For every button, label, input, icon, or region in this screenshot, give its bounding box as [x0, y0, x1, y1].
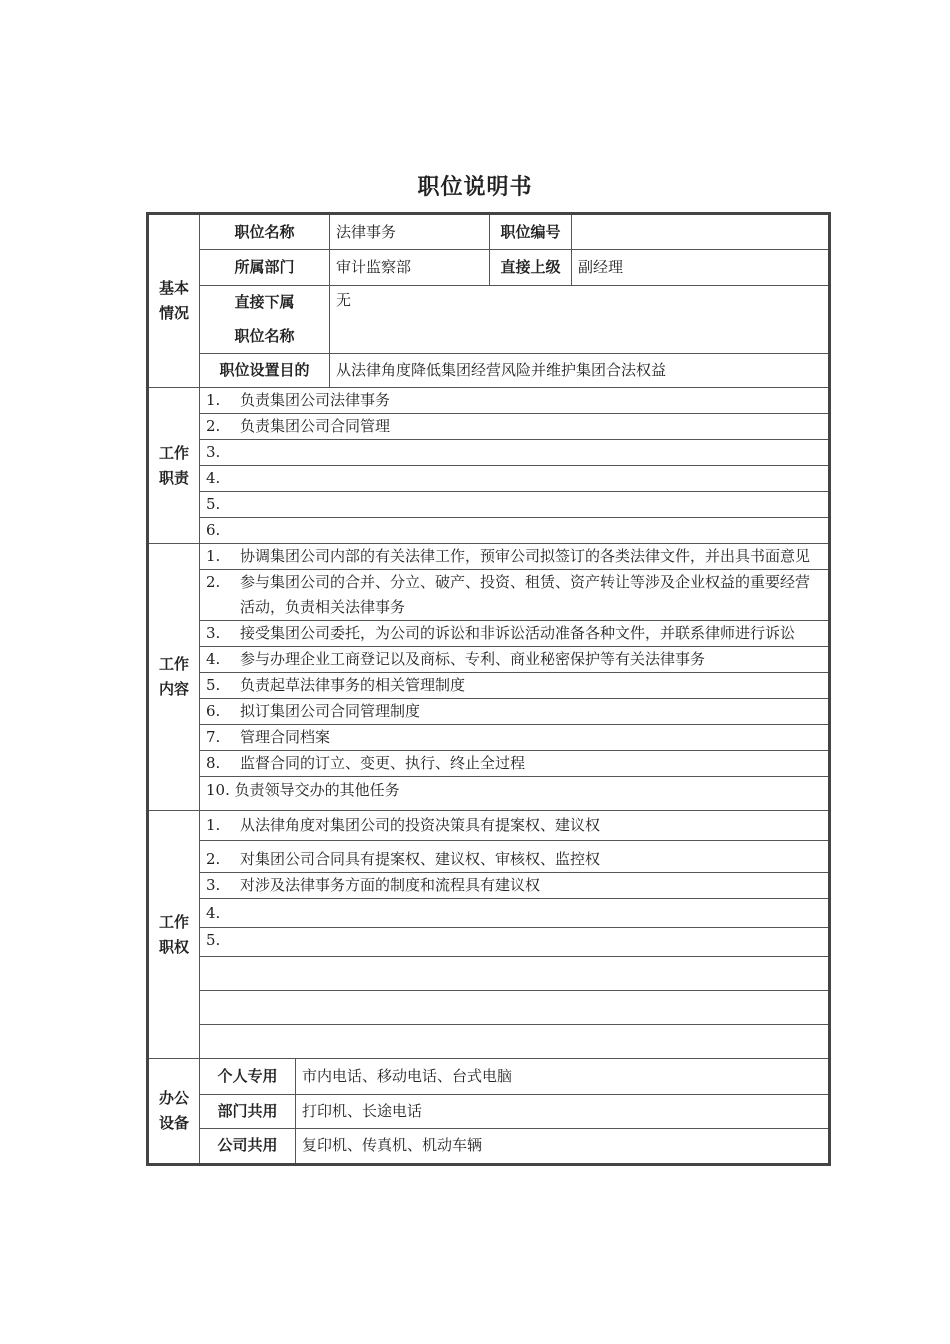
- content-item: 4. 参与办理企业工商登记以及商标、专利、商业秘密保护等有关法律事务: [200, 647, 830, 673]
- superior-label: 直接上级: [490, 250, 572, 286]
- section-equipment-label: 办公 设备: [148, 1059, 200, 1165]
- content-item: 8. 监督合同的订立、变更、执行、终止全过程: [200, 751, 830, 777]
- authority-item: 1. 从法律角度对集团公司的投资决策具有提案权、建议权: [200, 811, 830, 841]
- authority-item: 2. 对集团公司合同具有提案权、建议权、审核权、监控权: [200, 841, 830, 873]
- position-name-label: 职位名称: [200, 214, 330, 250]
- position-code-value: [572, 214, 830, 250]
- content-item: 3. 接受集团公司委托，为公司的诉讼和非诉讼活动准备各种文件，并联系律师进行诉讼: [200, 621, 830, 647]
- duty-item: 4.: [200, 466, 830, 492]
- purpose-label: 职位设置目的: [200, 354, 330, 388]
- equipment-label-personal: 个人专用: [200, 1059, 296, 1095]
- content-item: 6. 拟订集团公司合同管理制度: [200, 699, 830, 725]
- duty-item: 1. 负责集团公司法律事务: [200, 388, 830, 414]
- equipment-label-department: 部门共用: [200, 1095, 296, 1129]
- duty-item: 3.: [200, 440, 830, 466]
- section-authority-label: 工作 职权: [148, 811, 200, 1059]
- subordinate-label-2: 职位名称: [200, 320, 330, 354]
- superior-value: 副经理: [572, 250, 830, 286]
- subordinate-label-1: 直接下属: [200, 286, 330, 320]
- content-item: 2. 参与集团公司的合并、分立、破产、投资、租赁、资产转让等涉及企业权益的重要经营活动，负责相关法律事务: [200, 570, 830, 621]
- authority-blank-row: [200, 957, 830, 991]
- content-item-last: 10. 负责领导交办的其他任务: [200, 777, 830, 811]
- section-content-label: 工作 内容: [148, 544, 200, 811]
- authority-blank-row: [200, 991, 830, 1025]
- equipment-label-company: 公司共用: [200, 1129, 296, 1165]
- authority-item: 4.: [200, 899, 830, 928]
- duty-item: 2. 负责集团公司合同管理: [200, 414, 830, 440]
- duty-item: 6.: [200, 518, 830, 544]
- document-title: 职位说明书: [417, 175, 533, 200]
- content-item: 7. 管理合同档案: [200, 725, 830, 751]
- department-value: 审计监察部: [330, 250, 490, 286]
- content-item: 5. 负责起草法律事务的相关管理制度: [200, 673, 830, 699]
- department-label: 所属部门: [200, 250, 330, 286]
- job-description-table: [146, 212, 831, 1166]
- duty-item: 5.: [200, 492, 830, 518]
- equipment-value-personal: 市内电话、移动电话、台式电脑: [296, 1059, 830, 1095]
- position-code-label: 职位编号: [490, 214, 572, 250]
- equipment-value-department: 打印机、长途电话: [296, 1095, 830, 1129]
- purpose-value: 从法律角度降低集团经营风险并维护集团合法权益: [330, 354, 830, 388]
- equipment-value-company: 复印机、传真机、机动车辆: [296, 1129, 830, 1165]
- authority-blank-row: [200, 1025, 830, 1059]
- authority-item: 5.: [200, 928, 830, 957]
- authority-item: 3. 对涉及法律事务方面的制度和流程具有建议权: [200, 873, 830, 899]
- position-name-value: 法律事务: [330, 214, 490, 250]
- section-duties-label: 工作 职责: [148, 388, 200, 544]
- subordinate-value: 无: [330, 286, 830, 354]
- section-basic-label: 基本 情况: [148, 214, 200, 388]
- content-item: 1. 协调集团公司内部的有关法律工作，预审公司拟签订的各类法律文件，并出具书面意见: [200, 544, 830, 570]
